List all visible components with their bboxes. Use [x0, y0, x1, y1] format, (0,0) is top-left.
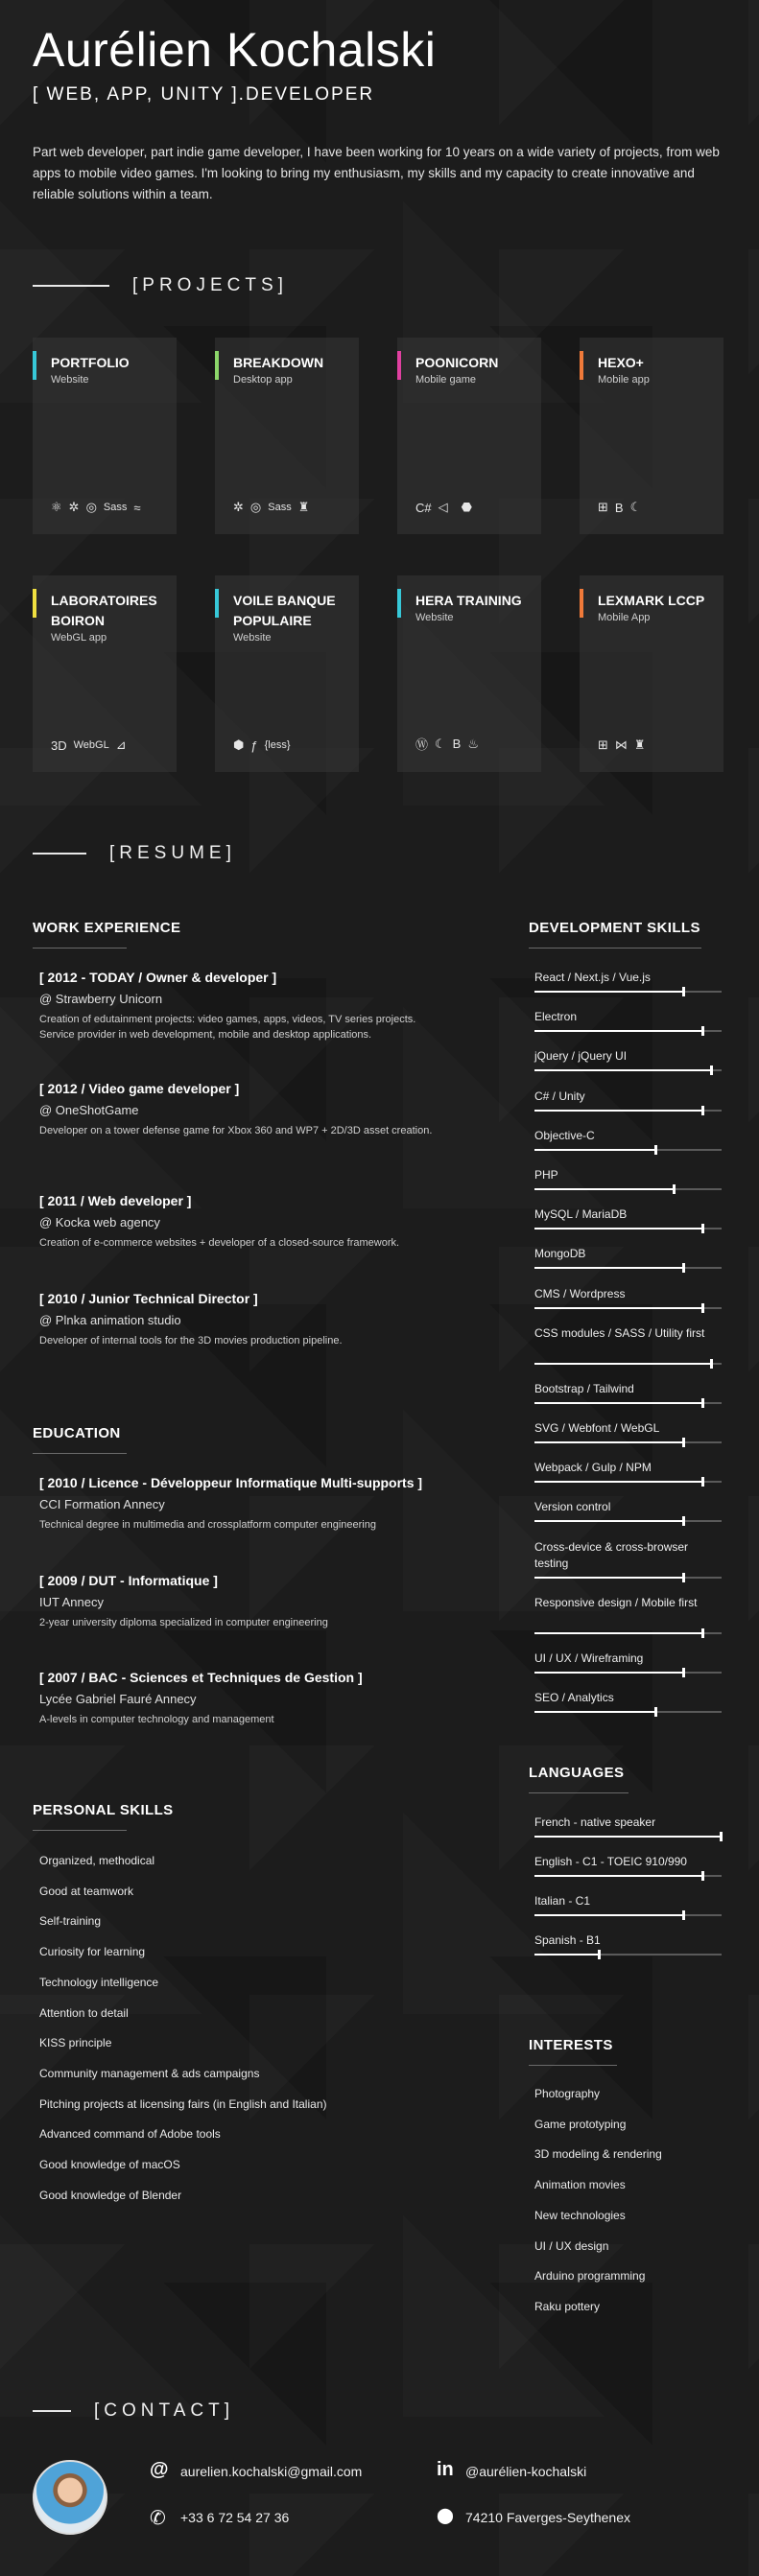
education-entry [39, 1670, 442, 1727]
entry-description: Creation of edutainment projects: video games, apps, videos, TV series projects. Service provider in web development, mobile and desktop applications. [39, 1014, 416, 1041]
linkedin-link[interactable]: @aurélien-kochalski [465, 2464, 587, 2479]
tech-icon: Ⓦ [415, 738, 429, 752]
skill-level-bar [534, 1836, 722, 1838]
project-type: Website [51, 374, 89, 386]
skill-level-bar [534, 1363, 722, 1365]
skill-row [534, 1286, 722, 1302]
project-type: Mobile App [598, 612, 651, 623]
phone-icon: ✆ [150, 2508, 166, 2529]
skill-label: Cross-device & cross-browser testing [534, 1539, 689, 1570]
project-accent-bar [33, 589, 36, 618]
project-card[interactable] [580, 575, 723, 772]
skill-level-fill [534, 1188, 675, 1190]
list-item: Arduino programming [534, 2269, 646, 2283]
list-item: KISS principle [39, 2036, 112, 2050]
skill-level-fill [534, 1520, 684, 1522]
divider [33, 1453, 127, 1454]
tech-icons [51, 500, 141, 515]
entry-title: [ 2009 / DUT - Informatique ] [39, 1573, 218, 1588]
project-card[interactable] [397, 575, 541, 772]
tech-icon: ☾ [435, 736, 446, 751]
divider [529, 1792, 629, 1793]
project-title: BREAKDOWN [233, 355, 324, 370]
skill-level-fill [534, 1228, 703, 1229]
skill-label: SVG / Webfont / WebGL [534, 1421, 660, 1435]
tech-icon: B [614, 500, 624, 515]
project-type: Website [233, 632, 272, 644]
divider [33, 285, 109, 287]
entry-description: Developer on a tower defense game for Xbox 360 and WP7 + 2D/3D asset creation. [39, 1125, 433, 1136]
project-card[interactable] [580, 338, 723, 534]
skill-level-fill [534, 1030, 703, 1032]
list-item: Raku pottery [534, 2299, 601, 2313]
skill-label: English - C1 - TOEIC 910/990 [534, 1855, 687, 1868]
job-entry [39, 970, 442, 1042]
entry-title: [ 2007 / BAC - Sciences et Techniques de Gestion ] [39, 1670, 363, 1685]
tech-icon: Sass [103, 502, 128, 513]
email-link[interactable]: aurelien.kochalski@gmail.com [180, 2464, 363, 2479]
contact-section-title [33, 2400, 234, 2422]
project-card[interactable] [397, 338, 541, 534]
subtitle: [ WEB, APP, UNITY ].DEVELOPER [33, 84, 375, 105]
list-item: Curiosity for learning [39, 1945, 146, 1959]
location-text: 74210 Faverges-Seythenex [465, 2510, 630, 2525]
skill-level-fill [534, 1914, 684, 1916]
skill-row [534, 1089, 722, 1105]
skill-label: Version control [534, 1500, 611, 1514]
project-card[interactable] [33, 575, 177, 772]
education-entry [39, 1475, 442, 1533]
tech-icon: ◁ [438, 500, 448, 514]
skill-level-bar [534, 1875, 722, 1877]
skill-level-bar [534, 1441, 722, 1443]
skill-label: SEO / Analytics [534, 1690, 614, 1704]
skill-level-fill [534, 1954, 600, 1955]
tech-icon: ⋈ [614, 738, 628, 752]
skill-level-fill [534, 1110, 703, 1112]
skill-level-bar [534, 1520, 722, 1522]
skill-row [534, 1381, 722, 1397]
skill-row [534, 1246, 722, 1262]
list-item: Good at teamwork [39, 1884, 134, 1898]
tech-icons [415, 735, 479, 753]
skill-level-fill [534, 1875, 703, 1877]
skill-level-bar [534, 991, 722, 993]
skill-row [534, 1420, 722, 1437]
list-item: Attention to detail [39, 2005, 129, 2020]
list-item: Community management & ads campaigns [39, 2066, 260, 2080]
project-type: Mobile app [598, 374, 650, 386]
skill-level-fill [534, 1441, 684, 1443]
project-type: WebGL app [51, 632, 107, 644]
tech-icons [233, 738, 291, 753]
project-type: Website [415, 612, 454, 623]
divider [529, 2065, 617, 2066]
skill-level-fill [534, 1363, 712, 1365]
education-heading: EDUCATION [33, 1425, 121, 1441]
project-title: VOILE BANQUE POPULAIRE [233, 593, 336, 628]
skill-level-bar [534, 1110, 722, 1112]
skill-row [534, 1128, 722, 1144]
skill-level-bar [534, 1914, 722, 1916]
skill-level-fill [534, 1402, 703, 1404]
at-icon: @ [150, 2459, 169, 2480]
skill-level-bar [534, 1481, 722, 1483]
skill-row [534, 1325, 722, 1342]
entry-organization: CCI Formation Annecy [39, 1497, 165, 1511]
skill-label: UI / UX / Wireframing [534, 1651, 644, 1665]
skill-level-bar [534, 1267, 722, 1269]
divider [33, 2410, 71, 2412]
divider [33, 853, 86, 855]
list-item: Photography [534, 2087, 601, 2100]
skill-row [534, 1893, 722, 1909]
list-item: Organized, methodical [39, 1854, 155, 1867]
list-item: New technologies [534, 2208, 626, 2222]
skill-label: CSS modules / SASS / Utility first [534, 1325, 705, 1340]
skill-label: Webpack / Gulp / NPM [534, 1461, 652, 1475]
skill-level-fill [534, 1069, 712, 1071]
phone-link[interactable]: +33 6 72 54 27 36 [180, 2510, 290, 2525]
skill-label: Italian - C1 [534, 1894, 591, 1908]
project-accent-bar [580, 589, 583, 618]
job-entry [39, 1081, 442, 1138]
tech-icon: ⬢ [233, 738, 245, 752]
tech-icon: ♜ [633, 738, 646, 752]
skill-row [534, 1854, 722, 1870]
entry-description: Technical degree in multimedia and crossplatform computer engineering [39, 1519, 376, 1531]
entry-title: [ 2011 / Web developer ] [39, 1193, 192, 1208]
page-title: Aurélien Kochalski [33, 23, 437, 77]
divider [33, 1830, 127, 1831]
list-item: Pitching projects at licensing fairs (in English and Italian) [39, 2096, 327, 2111]
tech-icon: ♜ [297, 500, 310, 514]
skill-label: Objective-C [534, 1128, 595, 1142]
skill-label: React / Next.js / Vue.js [534, 971, 651, 984]
skill-level-fill [534, 1672, 684, 1674]
project-type: Mobile game [415, 374, 476, 386]
skill-label: C# / Unity [534, 1089, 585, 1103]
tech-icon: ⬣ [461, 500, 472, 514]
tech-icon: ♨ [467, 736, 479, 751]
project-title: LEXMARK LCCP [598, 593, 705, 608]
skill-level-bar [534, 1402, 722, 1404]
list-item: Animation movies [534, 2178, 626, 2192]
list-item: Advanced command of Adobe tools [39, 2127, 221, 2142]
tech-icon: ⚛ [51, 500, 62, 514]
tech-icon: ✲ [233, 500, 244, 514]
linkedin-icon: in [437, 2459, 454, 2480]
tech-icon: ⊿ [115, 738, 127, 752]
list-item: Game prototyping [534, 2117, 627, 2131]
skill-level-bar [534, 1030, 722, 1032]
skill-level-fill [534, 991, 684, 993]
tech-icon: C# [415, 500, 432, 515]
tech-icon: Sass [268, 502, 292, 513]
entry-organization: IUT Annecy [39, 1595, 104, 1609]
list-item: Self-training [39, 1914, 102, 1929]
tech-icon: ✲ [68, 500, 80, 514]
tech-icon: B [452, 737, 462, 751]
skill-row [534, 1815, 722, 1831]
intro-paragraph: Part web developer, part indie game developer, I have been working for 10 years on a wide variety of projects, from web apps to mobile video games. I'm looking to bring my enthusiasm, my skills and my capacity to create innovative and reliable solutions within a team. [33, 145, 720, 201]
job-entry [39, 1291, 442, 1348]
project-accent-bar [397, 351, 401, 380]
skill-label: Responsive design / Mobile first [534, 1595, 698, 1609]
project-card[interactable] [215, 575, 359, 772]
entry-organization: @ Kocka web agency [39, 1215, 160, 1229]
skill-level-bar [534, 1069, 722, 1071]
contact-heading: [CONTACT] [94, 2400, 234, 2421]
education-entry [39, 1573, 442, 1630]
tech-icon: {less} [264, 739, 291, 751]
skill-label: MySQL / MariaDB [534, 1207, 628, 1222]
tech-icon: ⊞ [598, 738, 608, 752]
entry-description: Creation of e-commerce websites + developer of a closed-source framework. [39, 1237, 400, 1249]
skill-level-bar [534, 1307, 722, 1309]
entry-title: [ 2012 / Video game developer ] [39, 1081, 240, 1096]
projects-section-title [33, 275, 288, 296]
project-accent-bar [215, 589, 219, 618]
entry-description: 2-year university diploma specialized in computer engineering [39, 1617, 328, 1628]
avatar [33, 2460, 107, 2535]
project-accent-bar [397, 589, 401, 618]
skill-row [534, 1539, 722, 1572]
project-type: Desktop app [233, 374, 293, 386]
job-entry [39, 1193, 442, 1251]
resume-section-title [33, 843, 236, 864]
skill-label: Spanish - B1 [534, 1933, 601, 1947]
project-accent-bar [215, 351, 219, 380]
list-item: 3D modeling & rendering [534, 2147, 662, 2162]
skill-label: CMS / Wordpress [534, 1286, 626, 1300]
entry-title: [ 2012 - TODAY / Owner & developer ] [39, 970, 277, 985]
entry-description: A-levels in computer technology and management [39, 1714, 274, 1725]
list-item: Good knowledge of macOS [39, 2158, 180, 2171]
resume-heading: [RESUME] [109, 843, 236, 863]
skill-row [534, 1595, 722, 1611]
personal-skills-heading: PERSONAL SKILLS [33, 1802, 174, 1818]
skill-level-fill [534, 1481, 703, 1483]
skill-row [534, 1690, 722, 1706]
project-title: HERA TRAINING [415, 593, 522, 608]
skill-row [534, 1651, 722, 1667]
project-card[interactable] [215, 338, 359, 534]
project-title: LABORATOIRES BOIRON [51, 593, 157, 628]
entry-organization: @ OneShotGame [39, 1103, 139, 1117]
skill-level-bar [534, 1577, 722, 1579]
languages-heading: LANGUAGES [529, 1765, 625, 1781]
skill-level-bar [534, 1188, 722, 1190]
tech-icons [598, 500, 641, 515]
skill-row [534, 970, 722, 986]
skill-level-fill [534, 1149, 656, 1151]
project-accent-bar [580, 351, 583, 380]
skill-label: jQuery / jQuery UI [534, 1049, 628, 1064]
tech-icon: ◎ [85, 500, 97, 514]
entry-organization: Lycée Gabriel Fauré Annecy [39, 1692, 197, 1706]
tech-icons [233, 500, 309, 515]
entry-organization: @ Strawberry Unicorn [39, 992, 163, 1006]
skill-label: Bootstrap / Tailwind [534, 1381, 634, 1395]
skill-level-fill [534, 1267, 684, 1269]
skill-level-bar [534, 1711, 722, 1713]
entry-description: Developer of internal tools for the 3D movies production pipeline. [39, 1335, 343, 1347]
list-item: Good knowledge of Blender [39, 2188, 182, 2202]
skill-label: PHP [534, 1168, 558, 1182]
skill-label: MongoDB [534, 1247, 586, 1261]
skill-level-bar [534, 1672, 722, 1674]
interests-heading: INTERESTS [529, 2037, 613, 2053]
projects-heading: [PROJECTS] [132, 275, 288, 295]
skill-row [534, 1009, 722, 1025]
project-card[interactable] [33, 338, 177, 534]
tech-icon: ◎ [249, 500, 262, 514]
tech-icon: ≈ [133, 500, 141, 515]
project-title: HEXO+ [598, 355, 644, 370]
entry-title: [ 2010 / Junior Technical Director ] [39, 1291, 258, 1306]
tech-icon: ⊞ [598, 500, 608, 514]
location-pin-icon: ⬤ [437, 2508, 454, 2524]
entry-title: [ 2010 / Licence - Développeur Informatique Multi-supports ] [39, 1475, 423, 1490]
tech-icons [51, 738, 127, 753]
skill-level-bar [534, 1632, 722, 1634]
skill-row [534, 1499, 722, 1515]
tech-icon: ƒ [250, 738, 258, 753]
project-title: POONICORN [415, 355, 499, 370]
skill-level-fill [534, 1711, 656, 1713]
list-item: UI / UX design [534, 2238, 609, 2253]
tech-icons [598, 738, 646, 753]
skill-level-fill [534, 1632, 703, 1634]
skill-level-fill [534, 1577, 684, 1579]
tech-icon: 3D [51, 738, 67, 753]
tech-icons [415, 500, 472, 515]
dev-skills-heading: DEVELOPMENT SKILLS [529, 920, 700, 936]
skill-level-bar [534, 1149, 722, 1151]
skill-row [534, 1460, 722, 1476]
tech-icon: WebGL [73, 739, 109, 751]
skill-label: French - native speaker [534, 1815, 656, 1829]
skill-level-fill [534, 1836, 722, 1838]
skill-row [534, 1206, 722, 1223]
work-heading: WORK EXPERIENCE [33, 920, 181, 936]
project-accent-bar [33, 351, 36, 380]
skill-row [534, 1167, 722, 1183]
list-item: Technology intelligence [39, 1975, 159, 1989]
entry-organization: @ Plnka animation studio [39, 1313, 181, 1327]
tech-icon: ☾ [629, 500, 642, 514]
skill-level-fill [534, 1307, 703, 1309]
skill-level-bar [534, 1954, 722, 1955]
skill-label: Electron [534, 1010, 578, 1024]
skill-row [534, 1932, 722, 1949]
skill-level-bar [534, 1228, 722, 1229]
project-title: PORTFOLIO [51, 355, 130, 370]
skill-row [534, 1048, 722, 1065]
